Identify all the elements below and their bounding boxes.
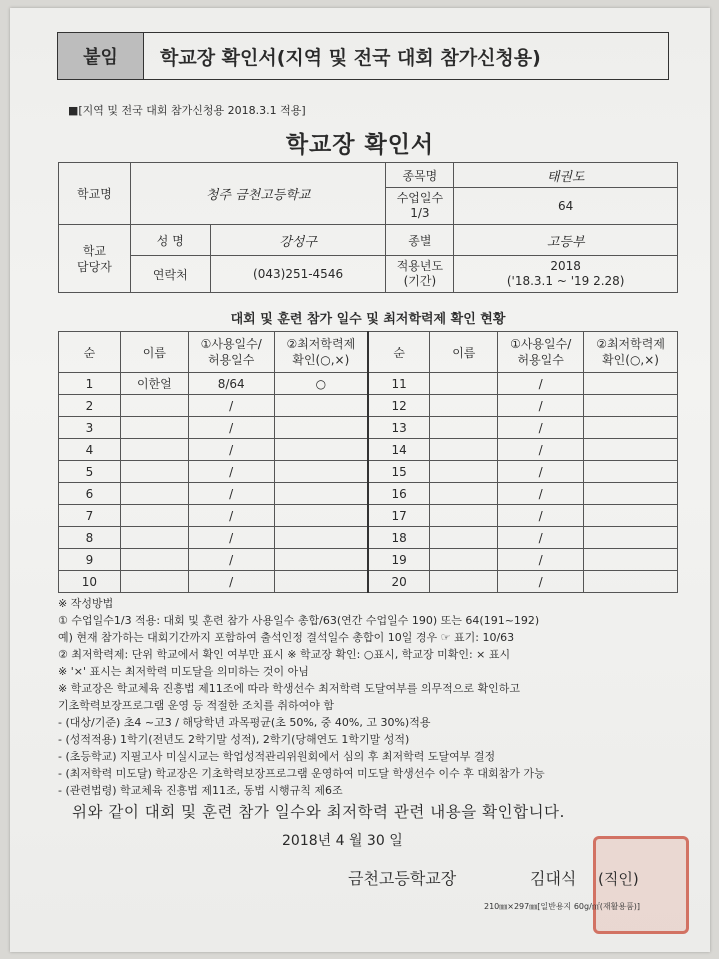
row-days: / bbox=[188, 505, 274, 527]
row-no-right: 12 bbox=[368, 395, 430, 417]
table-row bbox=[59, 527, 678, 549]
row-name-right bbox=[430, 417, 498, 439]
row-check bbox=[274, 527, 368, 549]
note-line: 기초학력보장프로그램 운영 등 적절한 조치를 취하여야 함 bbox=[58, 699, 335, 712]
col-header-days-right-line1: ①사용일수/ bbox=[510, 337, 572, 351]
row-no: 10 bbox=[59, 571, 121, 593]
event-value: 태권도 bbox=[454, 163, 678, 188]
row-name-right bbox=[430, 439, 498, 461]
note-line: - (최저학력 미도달) 학교장은 기초학력보장프로그램 운영하여 미도달 학생선수 이수 후 대회참가 가능 bbox=[58, 767, 545, 780]
row-name bbox=[120, 461, 188, 483]
attachment-tag: 붙임 bbox=[58, 33, 144, 79]
school-label: 학교명 bbox=[59, 163, 131, 225]
note-line: ※ 작성방법 bbox=[58, 597, 114, 610]
table-row bbox=[59, 373, 678, 395]
col-header-name-right: 이름 bbox=[430, 332, 498, 373]
row-no: 7 bbox=[59, 505, 121, 527]
school-value: 청주 금천고등학교 bbox=[130, 163, 386, 225]
name-value: 강성구 bbox=[210, 225, 386, 256]
row-name: 이한얼 bbox=[120, 373, 188, 395]
row-name bbox=[120, 571, 188, 593]
row-days: / bbox=[188, 461, 274, 483]
notes-section bbox=[58, 595, 688, 799]
row-check-right bbox=[584, 483, 678, 505]
class-days-label-line2: 1/3 bbox=[410, 206, 430, 220]
row-no: 8 bbox=[59, 527, 121, 549]
col-header-check-right bbox=[584, 332, 678, 373]
row-days-right: / bbox=[498, 527, 584, 549]
row-check-right bbox=[584, 395, 678, 417]
row-name bbox=[120, 439, 188, 461]
row-name-right bbox=[430, 373, 498, 395]
row-days: / bbox=[188, 395, 274, 417]
table-row bbox=[59, 483, 678, 505]
row-no-right: 13 bbox=[368, 417, 430, 439]
row-check-right bbox=[584, 527, 678, 549]
col-header-check-right-line2: 확인(○,×) bbox=[602, 353, 659, 367]
col-header-no-right: 순 bbox=[368, 332, 430, 373]
row-check-right bbox=[584, 373, 678, 395]
category-label: 종별 bbox=[386, 225, 454, 256]
row-days: / bbox=[188, 417, 274, 439]
participation-table bbox=[58, 331, 678, 593]
class-days-label-line1: 수업일수 bbox=[396, 191, 444, 205]
manager-label-line1: 학교 bbox=[82, 243, 107, 258]
col-header-days-line1: ①사용일수/ bbox=[200, 337, 262, 351]
row-no: 3 bbox=[59, 417, 121, 439]
seal-label: (직인) bbox=[598, 870, 639, 888]
row-name-right bbox=[430, 505, 498, 527]
note-line: - (관련법령) 학교체육 진흥법 제11조, 동법 시행규칙 제6조 bbox=[58, 784, 343, 797]
row-check-right bbox=[584, 461, 678, 483]
paper-spec-footer: 210㎜×297㎜[일반용지 60g/㎡(재활용품)] bbox=[484, 902, 641, 911]
row-days: 8/64 bbox=[188, 373, 274, 395]
note-line: ① 수업일수1/3 적용: 대회 및 훈련 참가 사용일수 총합/63(연간 수업일수 190) 또는 64(191~192) bbox=[58, 614, 540, 627]
manager-label bbox=[59, 225, 131, 293]
row-check: ○ bbox=[274, 373, 368, 395]
year-label bbox=[386, 256, 454, 293]
row-name-right bbox=[430, 549, 498, 571]
row-days-right: / bbox=[498, 505, 584, 527]
row-name bbox=[120, 505, 188, 527]
principal-title: 금천고등학교장 bbox=[348, 869, 457, 888]
row-no-right: 19 bbox=[368, 549, 430, 571]
contact-label: 연락처 bbox=[130, 256, 210, 293]
period-value: ('18.3.1 ~ '19 2.28) bbox=[506, 274, 625, 288]
row-no: 2 bbox=[59, 395, 121, 417]
row-days: / bbox=[188, 527, 274, 549]
row-days-right: / bbox=[498, 395, 584, 417]
row-check bbox=[274, 439, 368, 461]
row-check-right bbox=[584, 505, 678, 527]
row-check-right bbox=[584, 417, 678, 439]
row-check bbox=[274, 505, 368, 527]
row-days-right: / bbox=[498, 417, 584, 439]
section-title: 대회 및 훈련 참가 일수 및 최저학력제 확인 현황 bbox=[230, 312, 506, 327]
row-name bbox=[120, 549, 188, 571]
year-label-line2: (기간) bbox=[403, 274, 437, 288]
col-header-days-right-line2: 허용일수 bbox=[517, 353, 564, 367]
header-title: 학교장 확인서(지역 및 전국 대회 참가신청용) bbox=[160, 46, 541, 69]
row-check bbox=[274, 571, 368, 593]
row-check-right bbox=[584, 549, 678, 571]
table-row bbox=[59, 417, 678, 439]
row-name-right bbox=[430, 461, 498, 483]
note-line: - (대상/기준) 초4 ~고3 / 해당학년 과목평균(초 50%, 중 40%, 고 30%)적용 bbox=[58, 716, 431, 729]
row-no-right: 18 bbox=[368, 527, 430, 549]
row-no: 9 bbox=[59, 549, 121, 571]
col-header-name: 이름 bbox=[120, 332, 188, 373]
row-check bbox=[274, 549, 368, 571]
row-name bbox=[120, 395, 188, 417]
row-check-right bbox=[584, 439, 678, 461]
row-no-right: 11 bbox=[368, 373, 430, 395]
col-header-check-line2: 확인(○,×) bbox=[292, 353, 350, 367]
year-value-cell bbox=[454, 256, 678, 293]
row-no-right: 14 bbox=[368, 439, 430, 461]
row-check bbox=[274, 395, 368, 417]
row-check bbox=[274, 461, 368, 483]
row-name-right bbox=[430, 395, 498, 417]
row-no: 6 bbox=[59, 483, 121, 505]
col-header-check bbox=[274, 332, 368, 373]
name-label: 성 명 bbox=[130, 225, 210, 256]
note-line: ② 최저학력제: 단위 학교에서 확인 여부만 표시 ※ 학교장 확인: ○표시, 학교장 미확인: × 표시 bbox=[58, 648, 511, 661]
row-no-right: 20 bbox=[368, 571, 430, 593]
row-days-right: / bbox=[498, 373, 584, 395]
year-value: 2018 bbox=[550, 259, 581, 273]
row-no: 4 bbox=[59, 439, 121, 461]
table-row bbox=[59, 439, 678, 461]
col-header-check-right-line1: ②최저학력제 bbox=[596, 337, 665, 351]
row-no: 5 bbox=[59, 461, 121, 483]
row-days-right: / bbox=[498, 461, 584, 483]
row-days-right: / bbox=[498, 439, 584, 461]
note-line: - (초등학교) 지필고사 미실시교는 학업성적관리위원회에서 심의 후 최저학력 도달여부 결정 bbox=[58, 750, 496, 763]
row-no-right: 17 bbox=[368, 505, 430, 527]
row-check bbox=[274, 483, 368, 505]
principal-name: 김대식 bbox=[530, 869, 577, 888]
class-days-value: 64 bbox=[454, 188, 678, 225]
info-table bbox=[58, 162, 678, 293]
confirm-statement: 위와 같이 대회 및 훈련 참가 일수와 최저학력 관련 내용을 확인합니다. bbox=[72, 803, 565, 821]
row-name-right bbox=[430, 571, 498, 593]
row-name bbox=[120, 417, 188, 439]
row-days: / bbox=[188, 483, 274, 505]
table-row bbox=[59, 549, 678, 571]
row-name bbox=[120, 483, 188, 505]
table-row bbox=[59, 395, 678, 417]
note-line: ※ '×' 표시는 최저학력 미도달을 의미하는 것이 아님 bbox=[58, 665, 309, 678]
subheader: ■[지역 및 전국 대회 참가신청용 2018.3.1 적용] bbox=[68, 104, 306, 117]
class-days-label bbox=[386, 188, 454, 225]
row-name bbox=[120, 527, 188, 549]
table-row bbox=[59, 571, 678, 593]
row-name-right bbox=[430, 483, 498, 505]
row-name-right bbox=[430, 527, 498, 549]
row-days-right: / bbox=[498, 571, 584, 593]
row-days: / bbox=[188, 549, 274, 571]
row-no: 1 bbox=[59, 373, 121, 395]
row-days: / bbox=[188, 439, 274, 461]
document-page bbox=[10, 8, 710, 952]
col-header-days-right bbox=[498, 332, 584, 373]
contact-value: (043)251-4546 bbox=[210, 256, 386, 293]
row-days-right: / bbox=[498, 549, 584, 571]
col-header-no: 순 bbox=[59, 332, 121, 373]
year-label-line1: 적용년도 bbox=[396, 259, 444, 273]
col-header-days bbox=[188, 332, 274, 373]
note-line: - (성적적용) 1학기(전년도 2학기말 성적), 2학기(당해연도 1학기말 성적) bbox=[58, 733, 410, 746]
header-box bbox=[57, 32, 669, 80]
col-header-days-line2: 허용일수 bbox=[208, 353, 255, 367]
note-line: 예) 현재 참가하는 대회기간까지 포함하여 출석인정 결석일수 총합이 10일 경우 ☞ 표기: 10/63 bbox=[58, 631, 515, 644]
table-row bbox=[59, 505, 678, 527]
document-title: 학교장 확인서 bbox=[285, 132, 435, 158]
table-row bbox=[59, 461, 678, 483]
event-label: 종목명 bbox=[386, 163, 454, 188]
manager-label-line2: 담당자 bbox=[77, 259, 112, 274]
note-line: ※ 학교장은 학교체육 진흥법 제11조에 따라 학생선수 최저학력 도달여부를 의무적으로 확인하고 bbox=[58, 682, 520, 695]
row-days: / bbox=[188, 571, 274, 593]
row-check-right bbox=[584, 571, 678, 593]
date: 2018년 4 월 30 일 bbox=[282, 833, 403, 849]
row-no-right: 15 bbox=[368, 461, 430, 483]
row-no-right: 16 bbox=[368, 483, 430, 505]
row-days-right: / bbox=[498, 483, 584, 505]
col-header-check-line1: ②최저학력제 bbox=[286, 337, 356, 351]
category-value: 고등부 bbox=[454, 225, 678, 256]
row-check bbox=[274, 417, 368, 439]
